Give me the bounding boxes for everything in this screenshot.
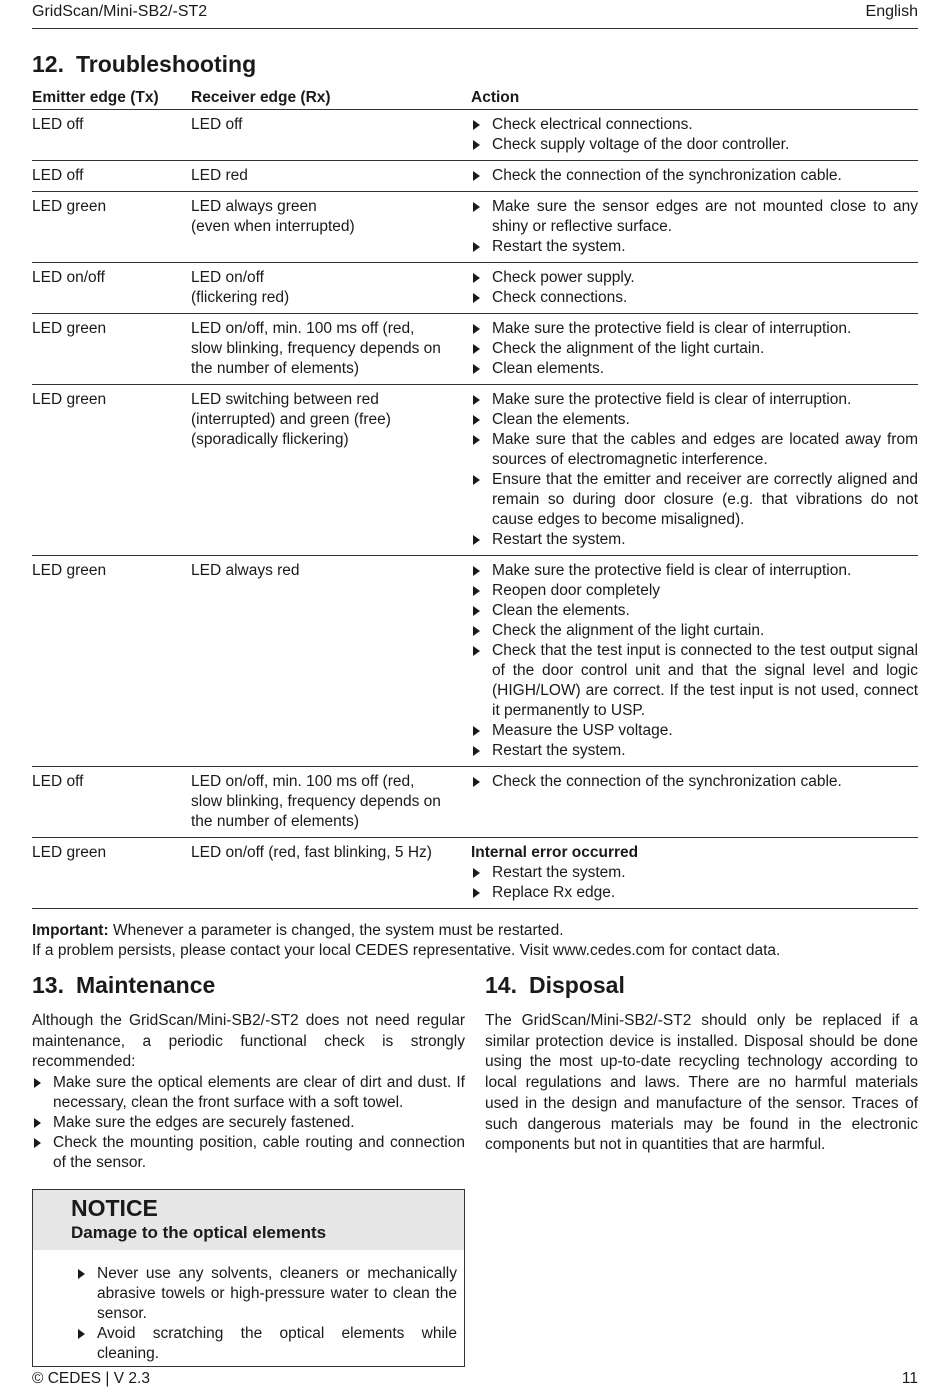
receiver-cell: [191, 161, 471, 192]
bullet-arrow-icon: [473, 242, 480, 252]
receiver-cell: [191, 110, 471, 161]
action-item: [471, 621, 918, 641]
bullet-text: Check connections.: [492, 289, 628, 306]
table-row: [32, 263, 918, 314]
action-list: [471, 197, 918, 257]
bullet-text: Reopen door completely: [492, 582, 661, 599]
bullet-text: Make sure the protective field is clear of interruption.: [492, 320, 852, 337]
bullet-text: Check the mounting position, cable routing and connection of the sensor.: [53, 1134, 465, 1172]
bullet-arrow-icon: [34, 1118, 41, 1128]
receiver-line: slow blinking, frequency depends on: [191, 340, 441, 357]
footer-copyright: © CEDES | V 2.3: [32, 1370, 150, 1387]
maintenance-intro: Although the GridScan/Mini-SB2/-ST2 does not need regular maintenance, a periodic functional check is strongly recommended:: [32, 1012, 465, 1071]
action-item: [471, 135, 918, 155]
action-item: [471, 390, 918, 410]
bullet-arrow-icon: [473, 395, 480, 405]
action-item: [471, 288, 918, 308]
emitter-cell: LED green: [32, 838, 191, 909]
action-item: [471, 470, 918, 530]
bullet-arrow-icon: [78, 1269, 85, 1279]
receiver-line: (sporadically flickering): [191, 431, 349, 448]
emitter-cell: LED green: [32, 314, 191, 385]
receiver-cell: [191, 556, 471, 767]
receiver-cell: [191, 314, 471, 385]
bullet-text: Replace Rx edge.: [492, 884, 616, 901]
receiver-line: LED on/off (red, fast blinking, 5 Hz): [191, 844, 432, 861]
maintenance-list: [32, 1073, 465, 1173]
table-row: [32, 767, 918, 838]
bullet-text: Make sure the protective field is clear of interruption.: [492, 391, 852, 408]
action-cell: [471, 192, 918, 263]
emitter-cell: LED off: [32, 767, 191, 838]
bullet-text: Clean the elements.: [492, 411, 630, 428]
action-item: [471, 430, 918, 470]
bullet-text: Restart the system.: [492, 742, 626, 759]
action-item: [471, 319, 918, 339]
receiver-line: the number of elements): [191, 813, 360, 830]
bullet-text: Restart the system.: [492, 531, 626, 548]
disposal-text: The GridScan/Mini-SB2/-ST2 should only be replaced if a similar protection device is installed. Disposal should be done using the most up-to-date recycling technology according to local regulations and laws. There are no harmful materials used in the design and manufacture of the sensor. Traces of such dangerous materials may be found in the electronic components but not in quantities that are harmful.: [485, 1012, 918, 1154]
receiver-line: LED on/off: [191, 269, 264, 286]
column-header-rx: Receiver edge (Rx): [191, 84, 471, 110]
maintenance-item: [32, 1073, 465, 1113]
bullet-arrow-icon: [473, 868, 480, 878]
bullet-arrow-icon: [473, 273, 480, 283]
page: [32, 0, 918, 1367]
bullet-arrow-icon: [473, 293, 480, 303]
column-header-tx: Emitter edge (Tx): [32, 84, 191, 110]
bullet-text: Check the connection of the synchronization cable.: [492, 773, 842, 790]
receiver-cell: [191, 192, 471, 263]
receiver-cell: [191, 263, 471, 314]
maintenance-item: [32, 1133, 465, 1173]
receiver-line: LED switching between red: [191, 391, 379, 408]
receiver-line: LED red: [191, 167, 248, 184]
action-item: [471, 863, 918, 883]
action-cell: [471, 838, 918, 909]
bullet-arrow-icon: [473, 777, 480, 787]
action-cell: [471, 767, 918, 838]
bullet-text: Make sure the optical elements are clear of dirt and dust. If necessary, clean the front surface with a soft towel.: [53, 1074, 465, 1112]
action-list: [471, 319, 918, 379]
table-row: [32, 192, 918, 263]
bullet-text: Make sure that the cables and edges are located away from sources of electromagnetic interference.: [492, 431, 918, 468]
emitter-cell: LED off: [32, 110, 191, 161]
bullet-arrow-icon: [473, 415, 480, 425]
action-list: [471, 268, 918, 308]
receiver-cell: [191, 838, 471, 909]
section-troubleshooting-title: 12. Troubleshooting: [32, 51, 257, 77]
notice-body: [33, 1250, 464, 1366]
bullet-text: Make sure the sensor edges are not mounted close to any shiny or reflective surface.: [492, 198, 918, 235]
action-item: [471, 359, 918, 379]
two-column-section: [32, 971, 918, 1367]
action-item: [471, 721, 918, 741]
bullet-arrow-icon: [473, 364, 480, 374]
bullet-text: Check the connection of the synchronization cable.: [492, 167, 842, 184]
bullet-arrow-icon: [473, 888, 480, 898]
bullet-arrow-icon: [473, 626, 480, 636]
bullet-arrow-icon: [473, 171, 480, 181]
bullet-arrow-icon: [473, 566, 480, 576]
action-item: [471, 581, 918, 601]
bullet-text: Restart the system.: [492, 864, 626, 881]
action-cell: [471, 556, 918, 767]
action-item: [471, 237, 918, 257]
table-row: [32, 385, 918, 556]
action-list: [471, 561, 918, 761]
page-footer: [32, 1370, 918, 1388]
action-cell: [471, 263, 918, 314]
bullet-arrow-icon: [473, 140, 480, 150]
action-item: [471, 115, 918, 135]
troubleshooting-notes: [32, 921, 918, 961]
bullet-arrow-icon: [473, 535, 480, 545]
bullet-arrow-icon: [473, 586, 480, 596]
receiver-cell: [191, 767, 471, 838]
bullet-text: Check that the test input is connected to the test output signal of the door control unit and that the signal level and logic (HIGH/LOW) are correct. If the test input is not used, connect it permanently to USP.: [492, 642, 918, 719]
action-item: [471, 641, 918, 721]
bullet-text: Make sure the protective field is clear of interruption.: [492, 562, 852, 579]
bullet-arrow-icon: [34, 1078, 41, 1088]
bullet-arrow-icon: [473, 344, 480, 354]
page-header: [32, 0, 918, 29]
bullet-text: Restart the system.: [492, 238, 626, 255]
bullet-text: Check the alignment of the light curtain.: [492, 340, 765, 357]
emitter-cell: LED green: [32, 192, 191, 263]
action-item: [471, 268, 918, 288]
table-row: [32, 161, 918, 192]
notice-list: [76, 1264, 457, 1364]
bullet-text: Clean elements.: [492, 360, 605, 377]
troubleshooting-table-body: [32, 110, 918, 909]
bullet-text: Check power supply.: [492, 269, 635, 286]
troubleshooting-table: [32, 84, 918, 909]
bullet-arrow-icon: [473, 324, 480, 334]
receiver-line: LED always red: [191, 562, 300, 579]
action-item: [471, 561, 918, 581]
action-list: [471, 863, 918, 903]
table-row: [32, 314, 918, 385]
header-language: English: [865, 3, 918, 20]
table-row: [32, 556, 918, 767]
bullet-arrow-icon: [473, 202, 480, 212]
receiver-line: slow blinking, frequency depends on: [191, 793, 441, 810]
bullet-arrow-icon: [473, 726, 480, 736]
column-header-action: Action: [471, 84, 918, 110]
emitter-cell: LED green: [32, 385, 191, 556]
action-item: [471, 772, 918, 792]
emitter-cell: LED green: [32, 556, 191, 767]
action-list: [471, 115, 918, 155]
important-note: Important: Whenever a parameter is changed, the system must be restarted.: [32, 922, 564, 939]
action-item: [471, 339, 918, 359]
action-cell: [471, 110, 918, 161]
action-item: [471, 166, 918, 186]
table-row: [32, 110, 918, 161]
action-cell: [471, 314, 918, 385]
table-row: [32, 838, 918, 909]
notice-title: NOTICE: [71, 1195, 158, 1222]
receiver-line: LED on/off, min. 100 ms off (red,: [191, 320, 415, 337]
bullet-text: Ensure that the emitter and receiver are correctly aligned and remain so during door closure (e.g. that vibrations do not cause edges to become misaligned).: [492, 471, 918, 528]
notice-item: [76, 1324, 457, 1364]
action-cell: [471, 385, 918, 556]
receiver-line: the number of elements): [191, 360, 360, 377]
notice-header: [33, 1190, 464, 1250]
action-item: [471, 530, 918, 550]
bullet-text: Never use any solvents, cleaners or mechanically abrasive towels or high-pressure water to clean the sensor.: [97, 1265, 457, 1323]
receiver-line: (interrupted) and green (free): [191, 411, 391, 428]
persist-note: If a problem persists, please contact your local CEDES representative. Visit www.cedes.com for contact data.: [32, 942, 781, 959]
action-list: [471, 390, 918, 550]
bullet-arrow-icon: [473, 475, 480, 485]
action-item: [471, 883, 918, 903]
receiver-line: LED on/off, min. 100 ms off (red,: [191, 773, 415, 790]
page-number: 11: [901, 1370, 918, 1387]
bullet-arrow-icon: [473, 120, 480, 130]
emitter-cell: LED off: [32, 161, 191, 192]
bullet-text: Check supply voltage of the door controller.: [492, 136, 790, 153]
receiver-line: LED off: [191, 116, 243, 133]
disposal-section: [485, 971, 918, 1367]
receiver-line: LED always green: [191, 198, 317, 215]
bullet-arrow-icon: [473, 606, 480, 616]
notice-item: [76, 1264, 457, 1324]
bullet-text: Make sure the edges are securely fastened.: [53, 1114, 355, 1132]
bullet-arrow-icon: [34, 1138, 41, 1148]
maintenance-item: [32, 1113, 465, 1133]
bullet-text: Check electrical connections.: [492, 116, 693, 133]
bullet-arrow-icon: [78, 1329, 85, 1339]
receiver-line: (flickering red): [191, 289, 290, 306]
action-item: [471, 741, 918, 761]
bullet-text: Measure the USP voltage.: [492, 722, 673, 739]
maintenance-section: [32, 971, 465, 1367]
header-product: GridScan/Mini-SB2/-ST2: [32, 3, 208, 20]
action-cell: [471, 161, 918, 192]
emitter-cell: LED on/off: [32, 263, 191, 314]
section-disposal-title: 14. Disposal: [485, 972, 625, 998]
notice-subtitle: Damage to the optical elements: [71, 1223, 327, 1243]
bullet-text: Avoid scratching the optical elements while cleaning.: [97, 1325, 457, 1363]
bullet-arrow-icon: [473, 746, 480, 756]
notice-box: [32, 1189, 465, 1367]
action-item: [471, 410, 918, 430]
section-maintenance-title: 13. Maintenance: [32, 972, 216, 998]
action-list: [471, 166, 918, 186]
action-title: Internal error occurred: [471, 844, 639, 861]
bullet-arrow-icon: [473, 646, 480, 656]
action-item: [471, 601, 918, 621]
action-item: [471, 197, 918, 237]
bullet-text: Check the alignment of the light curtain.: [492, 622, 765, 639]
bullet-text: Clean the elements.: [492, 602, 630, 619]
action-list: [471, 772, 918, 792]
bullet-arrow-icon: [473, 435, 480, 445]
receiver-cell: [191, 385, 471, 556]
receiver-line: (even when interrupted): [191, 218, 355, 235]
